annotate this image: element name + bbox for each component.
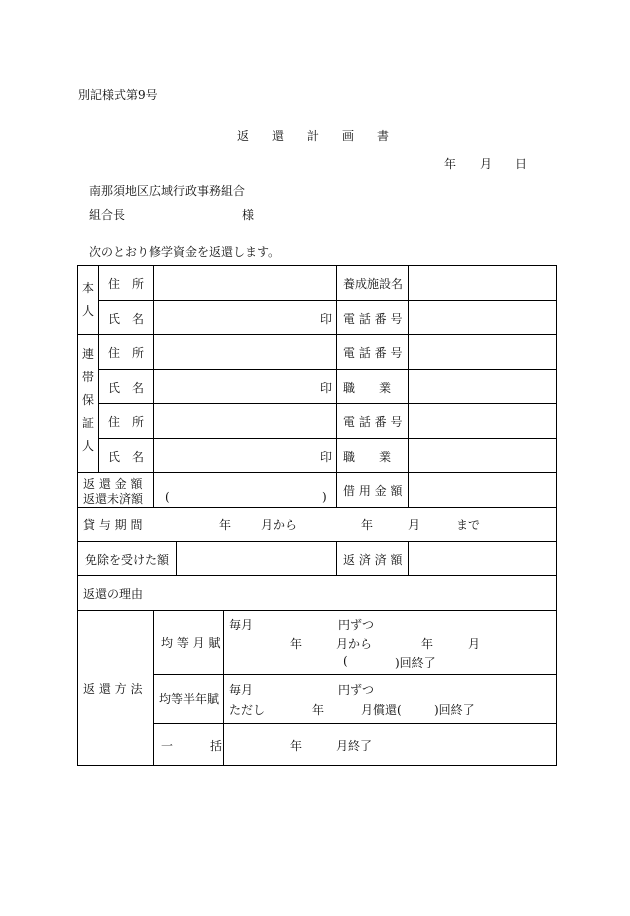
repayment-plan-table [77, 265, 557, 765]
lumpsum-label-1: 一 [161, 739, 174, 753]
applicant-name-field[interactable] [154, 301, 336, 334]
monthly-paren-open: ( [343, 654, 348, 668]
applicant-label-char: 人 [81, 304, 94, 318]
loan-period-label: 貸 与 期 間 [83, 518, 143, 532]
lumpsum-month-end: 月終了 [336, 739, 373, 753]
facility-label: 養成施設名 [343, 277, 404, 291]
guarantor1-occupation-field[interactable] [409, 370, 556, 403]
lumpsum-method-field[interactable] [224, 724, 556, 765]
monthly-month2: 月 [468, 637, 481, 651]
loan-period-field[interactable] [154, 508, 556, 541]
reason-field[interactable] [154, 576, 556, 610]
guarantor2-address-label: 住 所 [108, 415, 145, 429]
title-char: 返 [237, 129, 250, 143]
date-year: 年 [444, 157, 457, 171]
monthly-every-month: 毎月 [229, 618, 254, 632]
date-day: 日 [515, 157, 528, 171]
applicant-phone-label: 電 話 番 号 [343, 312, 403, 326]
guarantor-label-char: 帯 [81, 370, 94, 384]
repay-amount-field[interactable] [154, 473, 336, 490]
applicant-seal: 印 [320, 312, 333, 326]
unpaid-paren-open: ( [165, 490, 170, 504]
loan-period-month-from: 月から [261, 518, 298, 532]
guarantor1-address-field[interactable] [154, 335, 336, 369]
semiannual-yen-each: 円ずつ [338, 683, 375, 697]
guarantor-label-char: 証 [81, 416, 94, 430]
monthly-yen-each: 円ずつ [338, 618, 375, 632]
exempt-amount-field[interactable] [177, 542, 336, 575]
repaid-amount-label: 返 済 済 額 [343, 553, 403, 567]
guarantor2-occupation-field[interactable] [409, 439, 556, 472]
guarantor2-seal: 印 [320, 450, 333, 464]
unpaid-paren-close: ) [322, 490, 327, 504]
monthly-label: 均 等 月 賦 [161, 636, 221, 650]
semiannual-however: ただし [229, 703, 266, 717]
guarantor1-name-field[interactable] [154, 370, 336, 403]
guarantor-label-char: 保 [81, 393, 94, 407]
applicant-phone-field[interactable] [409, 301, 556, 334]
loan-period-year2: 年 [361, 518, 374, 532]
guarantor1-address-label: 住 所 [108, 346, 145, 360]
guarantor2-occupation-label: 職 業 [343, 450, 392, 464]
monthly-month-from: 月から [336, 637, 373, 651]
guarantor2-name-field[interactable] [154, 439, 336, 472]
guarantor-label-char: 連 [81, 347, 94, 361]
guarantor2-address-field[interactable] [154, 404, 336, 438]
guarantor1-occupation-label: 職 業 [343, 381, 392, 395]
applicant-address-field[interactable] [154, 266, 336, 300]
loan-amount-field[interactable] [409, 473, 556, 507]
applicant-name-label: 氏 名 [108, 312, 145, 326]
semiannual-every-month: 毎月 [229, 683, 254, 697]
guarantor-label-char: 人 [81, 439, 94, 453]
guarantor1-phone-label: 電 話 番 号 [343, 346, 403, 360]
title-char: 還 [272, 129, 285, 143]
reason-label: 返還の理由 [83, 587, 144, 601]
monthly-times-end: )回終了 [395, 656, 436, 670]
repay-amount-label: 返 還 金 額 [83, 477, 143, 491]
lumpsum-year: 年 [290, 739, 303, 753]
title-char: 書 [377, 129, 390, 143]
method-label: 返 還 方 法 [83, 682, 143, 696]
semiannual-times-end: )回終了 [434, 703, 475, 717]
guarantor2-phone-field[interactable] [409, 404, 556, 438]
unpaid-amount-field[interactable] [172, 490, 320, 506]
addressee-org: 南那須地区広域行政事務組合 [89, 184, 246, 198]
applicant-address-label: 住 所 [108, 277, 145, 291]
applicant-label-char: 本 [81, 281, 94, 295]
form-number: 別記様式第9号 [78, 88, 158, 102]
monthly-method-field[interactable] [224, 611, 556, 674]
guarantor1-phone-field[interactable] [409, 335, 556, 369]
semiannual-month-repay: 月償還( [361, 703, 402, 717]
title-char: 計 [307, 129, 320, 143]
repaid-amount-field[interactable] [409, 542, 556, 575]
unpaid-amount-label: 返還未済額 [83, 492, 144, 506]
guarantor1-seal: 印 [320, 381, 333, 395]
loan-period-year1: 年 [219, 518, 232, 532]
loan-amount-label: 借 用 金 額 [343, 484, 403, 498]
addressee-head: 組合長 [89, 208, 126, 222]
semiannual-year: 年 [312, 703, 325, 717]
loan-period-until: まで [456, 518, 481, 532]
semiannual-label: 均等半年賦 [159, 692, 220, 706]
monthly-year2: 年 [421, 637, 434, 651]
guarantor1-name-label: 氏 名 [108, 381, 145, 395]
date-month: 月 [480, 157, 493, 171]
guarantor2-name-label: 氏 名 [108, 450, 145, 464]
guarantor2-phone-label: 電 話 番 号 [343, 415, 403, 429]
lumpsum-label-2: 括 [210, 739, 223, 753]
loan-period-month2: 月 [408, 518, 421, 532]
exempt-amount-label: 免除を受けた額 [85, 553, 170, 567]
addressee-honorific: 様 [242, 208, 255, 222]
intro-text: 次のとおり修学資金を返還します。 [89, 245, 281, 259]
facility-field[interactable] [409, 266, 556, 300]
title-char: 画 [342, 129, 355, 143]
monthly-year: 年 [290, 637, 303, 651]
